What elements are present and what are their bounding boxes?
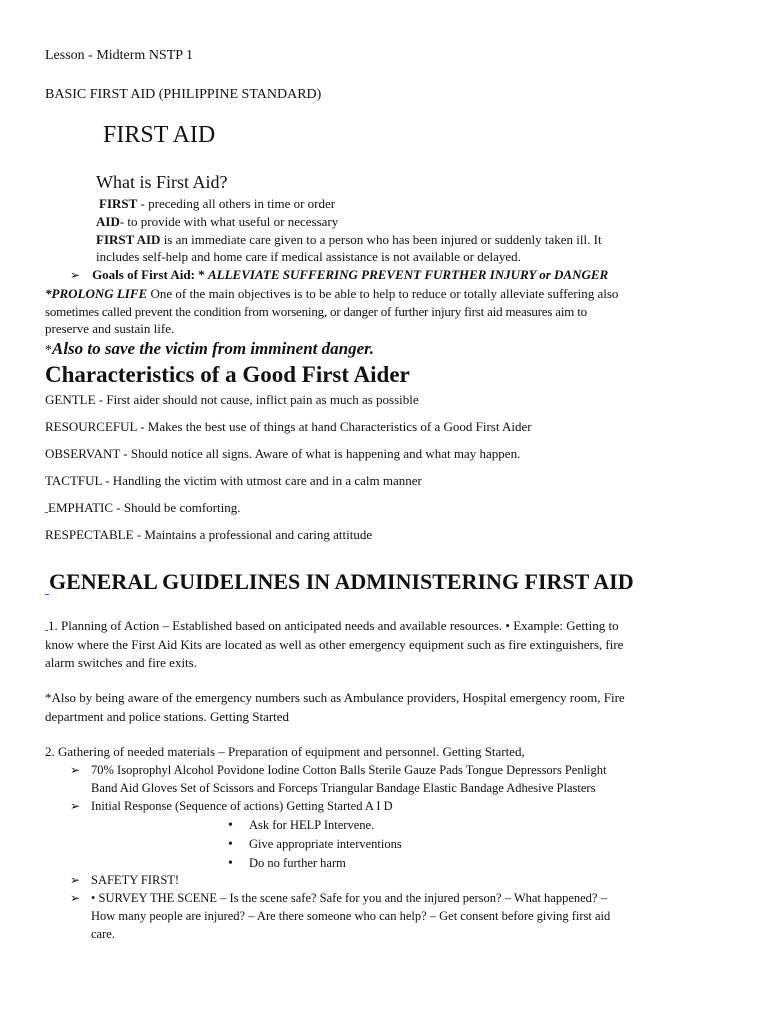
also-save-line: [45, 339, 374, 359]
materials-bullet: [70, 761, 80, 779]
arrow-bullet-icon: ➢: [70, 799, 81, 813]
what-is-first-aid-question: What is First Aid?: [96, 172, 228, 192]
safety-bullet: [70, 871, 80, 889]
guideline-2: 2. Gathering of needed materials – Preparation of equipment and personnel. Getting Started,: [45, 744, 525, 759]
sub-bullet-dot: [228, 835, 233, 854]
term-first-aid: FIRST AID: [96, 232, 161, 247]
survey-line-3: care.: [91, 927, 115, 941]
materials-line-1: 70% Isoprophyl Alcohol Povidone Iodine Cotton Balls Sterile Gauze Pads Tongue Depressors Penlight: [91, 763, 607, 777]
prolong-line-2: sometimes called prevent the condition from worsening, or danger of further injury first aid measures aim to: [45, 304, 587, 319]
dot-bullet-icon: •: [228, 856, 233, 871]
survey-line-2: How many people are injured? – Are there someone who can help? – Get consent before giving first aid: [91, 909, 611, 923]
sub-bullet-ask-help: Ask for HELP Intervene.: [249, 818, 375, 832]
safety-first-text: SAFETY FIRST!: [91, 873, 180, 887]
first-aid-heading: FIRST AID: [103, 122, 216, 148]
guidelines-heading-line: [45, 569, 634, 595]
guidelines-heading: GENERAL GUIDELINES IN ADMINISTERING FIRST AID: [49, 569, 634, 594]
definition-first: [99, 196, 335, 212]
sub-bullet-give-interventions: Give appropriate interventions: [249, 837, 402, 851]
lesson-title: Lesson - Midterm NSTP 1: [45, 48, 194, 63]
definition-aid: [96, 214, 338, 230]
characteristic-emphatic-text: EMPHATIC - Should be comforting.: [48, 500, 241, 515]
goals-line: [70, 267, 608, 283]
goals-text: ALLEVIATE SUFFERING PREVENT FURTHER INJURY or DANGER: [207, 267, 609, 282]
term-first-text: - preceding all others in time or order: [137, 196, 336, 211]
prolong-line-3: preserve and sustain life.: [45, 321, 175, 336]
emergency-numbers-line-2: department and police stations. Getting Started: [45, 709, 290, 724]
definition-first-aid-continued: includes self-help and home care if medical assistance is not available or delayed.: [96, 249, 521, 264]
survey-bullet: [70, 889, 80, 907]
prolong-text: One of the main objectives is to be able to help to reduce or totally alleviate suffering also: [147, 286, 619, 301]
term-aid-text: - to provide with what useful or necessary: [119, 214, 339, 229]
sub-bullet-no-further-harm: Do no further harm: [249, 856, 346, 870]
sub-bullet-dot: [228, 816, 233, 835]
sub-bullet-dot: [228, 854, 233, 873]
arrow-bullet-icon: ➢: [70, 268, 81, 282]
characteristic-resourceful: RESOURCEFUL - Makes the best use of things at hand Characteristics of a Good First Aider: [45, 419, 532, 434]
arrow-bullet-icon: ➢: [70, 873, 81, 887]
guideline-1-line-3: alarm switches and fire exits.: [45, 655, 197, 670]
emergency-numbers-line-1: *Also by being aware of the emergency numbers such as Ambulance providers, Hospital emergency room, Fire: [45, 690, 625, 705]
dot-bullet-icon: •: [228, 818, 233, 833]
also-save-text: Also to save the victim from imminent danger.: [52, 339, 375, 358]
materials-line-2: Band Aid Gloves Set of Scissors and Forceps Triangular Bandage Elastic Bandage Adhesive Plasters: [91, 781, 596, 795]
term-first-aid-text: is an immediate care given to a person who has been injured or suddenly taken ill. It: [160, 232, 602, 247]
characteristic-respectable: RESPECTABLE - Maintains a professional and caring attitude: [45, 527, 373, 542]
goals-label: Goals of First Aid: *: [92, 267, 208, 282]
characteristic-gentle: GENTLE - First aider should not cause, inflict pain as much as possible: [45, 392, 419, 407]
initial-response-bullet: [70, 797, 80, 815]
initial-response-text: Initial Response (Sequence of actions) Getting Started A I D: [91, 799, 393, 813]
dot-bullet-icon: •: [228, 837, 233, 852]
term-first: FIRST: [99, 196, 138, 211]
prolong-line-1: [45, 286, 618, 302]
term-aid: AID: [96, 214, 120, 229]
characteristic-tactful: TACTFUL - Handling the victim with utmost care and in a calm manner: [45, 473, 422, 488]
arrow-bullet-icon: ➢: [70, 763, 81, 777]
subject-title: BASIC FIRST AID (PHILIPPINE STANDARD): [45, 87, 322, 102]
also-star: *: [45, 343, 52, 358]
characteristic-observant: OBSERVANT - Should notice all signs. Aware of what is happening and what may happen.: [45, 446, 521, 461]
characteristics-heading: Characteristics of a Good First Aider: [45, 362, 410, 387]
guideline-1-line-2: know where the First Aid Kits are located as well as other emergency equipment such as fire extinguishers, fire: [45, 637, 624, 652]
guideline-1-text: 1. Planning of Action – Established based on anticipated needs and available resources. • Example: Getting to: [48, 618, 619, 633]
guideline-1-line-1: [45, 618, 619, 634]
survey-line-1: • SURVEY THE SCENE – Is the scene safe? Safe for you and the injured person? – What happened? –: [91, 891, 607, 905]
characteristic-emphatic: [45, 500, 240, 516]
definition-first-aid: [96, 232, 602, 248]
arrow-bullet-icon: ➢: [70, 891, 81, 905]
prolong-label: *PROLONG LIFE: [45, 286, 148, 301]
